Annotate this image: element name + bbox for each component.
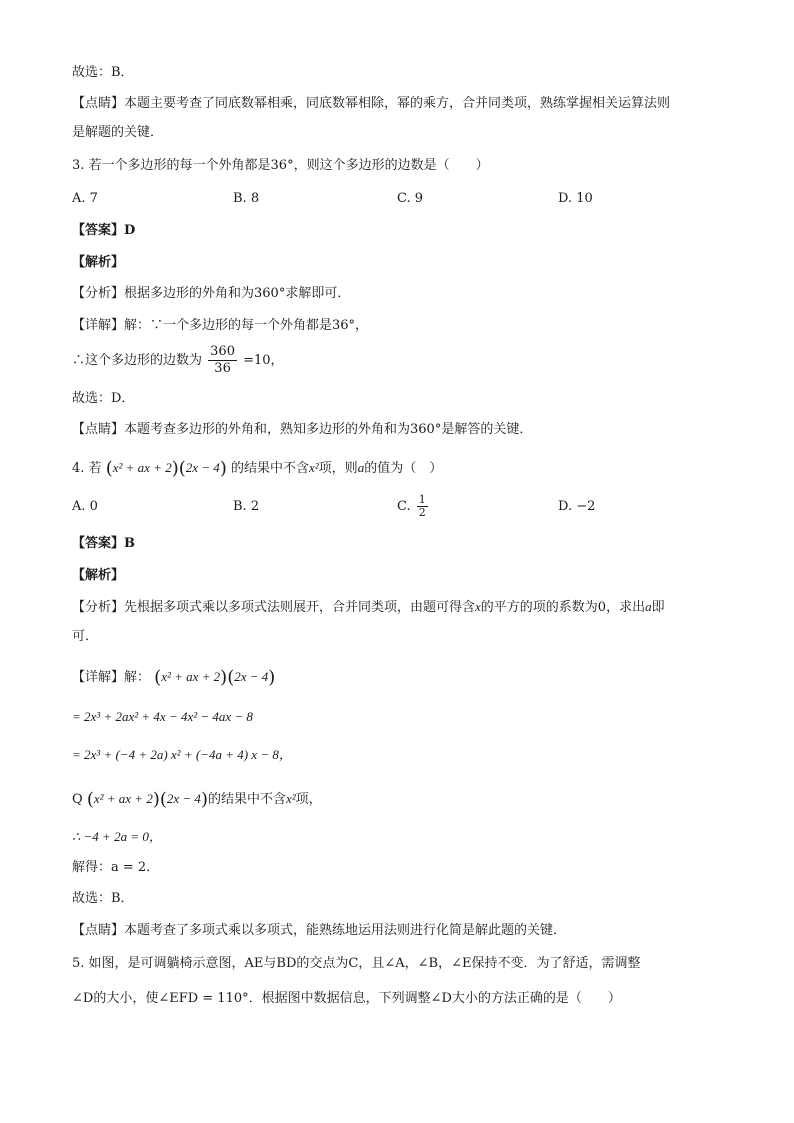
q4-analysis-heading: 【解析】 xyxy=(72,568,125,583)
q3-option-d: D. 10 xyxy=(558,191,593,206)
q4-since-x-squared: x² xyxy=(285,791,296,806)
q4-since-expr1: x² + ax + 2 xyxy=(93,791,153,806)
q3-fraction-suffix: =10， xyxy=(243,353,284,368)
q4-fenxi-part1: 【分析】先根据多项式乘以多项式法则展开，合并同类项，由题可得含 xyxy=(72,600,476,615)
q4-xiangjie-expr2: 2x − 4 xyxy=(234,669,269,684)
q3-fraction-numerator: 360 xyxy=(210,344,235,359)
q4-answer: 【答案】B xyxy=(72,536,135,551)
q4-xiangjie-label: 【详解】解： xyxy=(72,670,151,685)
question-4-stem: 4. 若 (x² + ax + 2)(2x − 4) 的结果中不含x²项，则a的值为（ ） xyxy=(72,458,443,479)
q4-x-squared: x² xyxy=(309,460,319,475)
q3-dianjing: 【点睛】本题考查多边形的外角和，熟知多边形的外角和为360°是解答的关键． xyxy=(72,422,533,437)
q4-mid: 的结果中不含 xyxy=(230,461,309,476)
q4-a: a xyxy=(357,460,365,475)
q4-xiangjie-line: 【详解】解： (x² + ax + 2)(2x − 4) xyxy=(72,667,276,688)
q3-choice: 故选：D． xyxy=(72,391,135,406)
previous-dianjing-line1: 【点睛】本题主要考查了同底数幂相乘，同底数幂相除，幂的乘方，合并同类项，熟练掌握相关运算法则 xyxy=(72,96,671,111)
question-5-line2: ∠D的大小，使∠EFD = 110°．根据图中数据信息，下列调整∠D大小的方法正确的是（ ） xyxy=(72,991,621,1006)
q4-expr2: 2x − 4 xyxy=(185,460,220,475)
q4-step1: = 2x³ + 2ax² + 4x − 4x² − 4ax − 8 xyxy=(72,709,253,724)
q4-expr1: x² + ax + 2 xyxy=(112,460,172,475)
question-3-stem: 3. 若一个多边形的每一个外角都是36°，则这个多边形的边数是（ ） xyxy=(72,158,489,173)
q3-answer: 【答案】D xyxy=(72,223,136,238)
q4-choice: 故选：B． xyxy=(72,891,134,906)
q4-option-d: D. −2 xyxy=(558,499,596,514)
q3-fraction-line xyxy=(72,343,284,379)
q4-option-c-denominator: 2 xyxy=(418,506,426,519)
question-5-line1: 5. 如图，是可调躺椅示意图，AE与BD的交点为C，且∠A，∠B，∠E保持不变．为了舒适，需调整 xyxy=(72,956,641,971)
q3-analysis-heading: 【解析】 xyxy=(72,255,125,270)
q4-fenxi-part2: 的平方的项的系数为0，求出 xyxy=(480,600,646,615)
previous-dianjing-line2: 是解题的关键． xyxy=(72,125,164,140)
q4-fenxi-line2: 可． xyxy=(72,629,99,644)
q4-dianjing: 【点睛】本题考查了多项式乘以多项式，能熟练地运用法则进行化简是解此题的关键． xyxy=(72,923,567,938)
q4-tail2: 的值为（ ） xyxy=(364,461,443,476)
q4-fenxi-a: a xyxy=(645,599,652,614)
q3-xiangjie: 【详解】解：∵一个多边形的每一个外角都是36°， xyxy=(72,318,369,333)
q4-option-c-label: C. xyxy=(397,499,411,514)
q4-step2: = 2x³ + (−4 + 2a) x² + (−4a + 4) x − 8， xyxy=(72,747,292,762)
q4-option-c-numerator: 1 xyxy=(418,493,426,506)
q4-fenxi-line1 xyxy=(72,598,665,617)
q4-tail1: 项，则 xyxy=(318,461,358,476)
q4-option-a: A. 0 xyxy=(72,499,98,514)
q4-option-c-fraction xyxy=(417,494,428,519)
q4-since-symbol: Q xyxy=(72,792,83,807)
q4-fenxi-part3: 即 xyxy=(651,600,665,615)
q3-fraction-prefix: ∴这个多边形的边数为 xyxy=(72,353,203,368)
q3-option-b: B. 8 xyxy=(233,191,260,206)
q4-solve: 解得：a = 2． xyxy=(72,860,160,875)
q4-fenxi-x: x xyxy=(475,599,481,614)
previous-choice: 故选：B． xyxy=(72,65,134,80)
q4-since-tail: 项， xyxy=(295,792,322,807)
q4-xiangjie-expr1: x² + ax + 2 xyxy=(161,669,221,684)
q4-option-b: B. 2 xyxy=(233,499,260,514)
q4-therefore: ∴ −4 + 2a = 0， xyxy=(72,829,162,844)
q3-option-a: A. 7 xyxy=(72,191,98,206)
q3-fenxi: 【分析】根据多边形的外角和为360°求解即可． xyxy=(72,286,351,301)
q4-option-c xyxy=(397,492,430,522)
q4-since-expr2: 2x − 4 xyxy=(166,791,201,806)
q4-since-mid: 的结果中不含 xyxy=(207,792,286,807)
q3-option-c: C. 9 xyxy=(397,191,424,206)
q3-fraction xyxy=(208,344,237,377)
q3-fraction-denominator: 36 xyxy=(214,361,231,376)
q4-since-line: Q (x² + ax + 2)(2x − 4)的结果中不含x²项， xyxy=(72,789,322,810)
q4-prefix: 4. 若 xyxy=(72,461,102,476)
